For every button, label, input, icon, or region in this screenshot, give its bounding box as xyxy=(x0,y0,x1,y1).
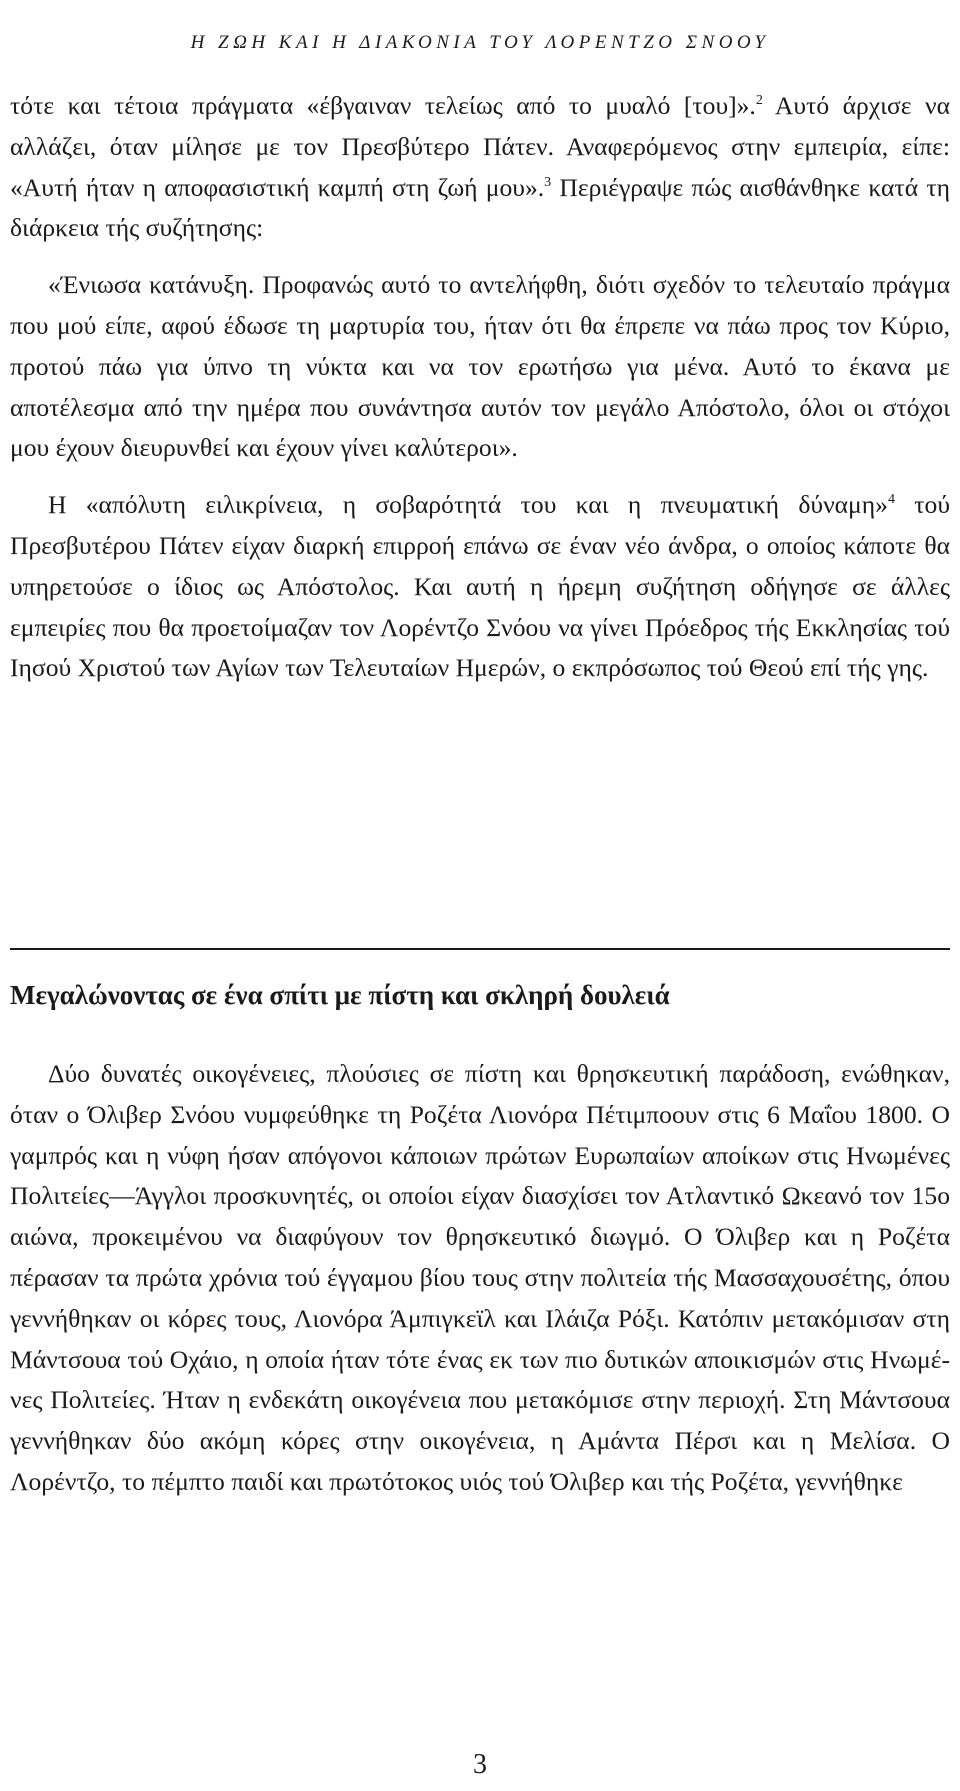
running-head: Η ΖΩΗ ΚΑΙ Η ΔΙΑΚΟΝΙΑ ΤΟΥ ΛΟΡΕΝΤΖΟ ΣΝΟΟΥ xyxy=(190,32,770,53)
block-quote: «Ένιωσα κατάνυξη. Προφανώς αυτό το αντελήφθη, διότι σχεδόν το τελευταίο πράγμα που μού είπε, αφού έδωσε τη μαρτυρία του, ήταν ότι θα έπρεπε να πάω προς τον Κύριο, προτού πάω για ύπνο τη νύκτα και να τον ερωτήσω για μένα. Αυτό το έκανα με αποτέλεσμα από την ημέρα που συνάντησα αυτόν τον μεγάλο Απόστολο, όλοι οι στόχοι μου έχουν διευρυνθεί και έχουν γίνει καλύτεροι». xyxy=(10,270,950,463)
paragraph-text: Η «απόλυτη ειλικρίνεια, η σοβαρότητά του και η πνευματική δύναμη» xyxy=(48,490,888,520)
section-body xyxy=(10,1054,950,1503)
footnote-ref[interactable]: 3 xyxy=(544,174,552,190)
section-divider xyxy=(10,948,950,950)
paragraph-continuation xyxy=(10,86,950,249)
section-heading: Μεγαλώνοντας σε ένα σπίτι με πίστη και σκληρή δουλειά xyxy=(10,980,670,1010)
footnote-ref[interactable]: 2 xyxy=(755,93,763,108)
paragraph-text: Περιέγραψε πώς αισθάνθηκε κατά τη διάρκεια τής συζήτησης: xyxy=(10,172,950,243)
paragraph-text: τού Πρεσβυτέρου Πάτεν είχαν διαρκή επιρροή επάνω σε έναν νέο άνδρα, ο οποίος κάποτε θα υπηρετούσε ο ίδιος ως Απόστολος. Και αυτή η ήρεμη συζήτηση οδήγησε σε άλλες εμπειρίες που θα προετοίμαζαν τον Λορέντζο Σνόου να γίνει Πρόεδρος τής Εκκλησίας τού Ιησού Χριστού των Αγίων των Τελευταίων Ημερών, ο εκπρόσωπος τού Θεού επί τής γης. xyxy=(10,490,951,683)
paragraph-text: Αυτό άρχισε να αλλάζει, όταν μίλησε με τον Πρεσβύτερο Πάτεν. Αναφερόμενος στην εμπειρία, είπε: «Αυτή ήταν η αποφασιστική καμπή στη ζωή μου». xyxy=(10,91,950,202)
page-number: 3 xyxy=(473,1749,487,1780)
paragraph-text: τότε και τέτοια πράγματα «έβγαιναν τελείως από το μυαλό [του]». xyxy=(10,91,756,120)
body-text xyxy=(10,86,950,689)
paragraph: Δύο δυνατές οικογένειες, πλούσιες σε πίστη και θρησκευτική παράδοση, ενώθηκαν, όταν ο Όλιβερ Σνόου νυμφεύθηκε τη Ροζέτα Λιονόρα Πέτιμποουν στις 6 Μαΐου 1800. Ο γαμπρός και η νύφη ήσαν απόγονοι κάποιων πρώτων Ευρωπαίων αποίκων στις Ηνωμένες Πολιτείες—Άγγλοι προσκυνητές, οι οποίοι είχαν διασχίσει τον Ατλαντικό Ωκεανό τον 15ο αιώνα, προκειμένου να διαφύγουν τον θρησκευτικό διωγμό. Ο Όλιβερ και η Ροζέτα πέρασαν τα πρώτα χρόνια τού έγγαμου βίου τους στην πολιτεία τής Μασσαχουσέτης, όπου γεννήθηκαν οι κόρες τους, Λιονόρα Άμπιγκεϊλ και Ιλάιζα Ρόξι. Κατόπιν μετακόμισαν στη Μάντσουα τού Οχάιο, η οποία ήταν τότε ένας εκ των πιο δυτικών αποικισμών στις Ηνωμένες Πολιτείες. Ήταν η ενδεκάτη οικογένεια που μετακόμισε στην περιοχή. Στη Μάντσουα γεννήθηκαν δύο ακόμη κόρες στην οικογένεια, η Αμάντα Πέρσι και η Μελίσα. Ο Λορέντζο, το πέμπτο παιδί και πρωτότοκος υιός τού Όλιβερ και τής Ροζέτα, γεννήθηκε xyxy=(10,1059,950,1496)
footnote-ref[interactable]: 4 xyxy=(887,492,895,508)
paragraph xyxy=(10,485,950,689)
